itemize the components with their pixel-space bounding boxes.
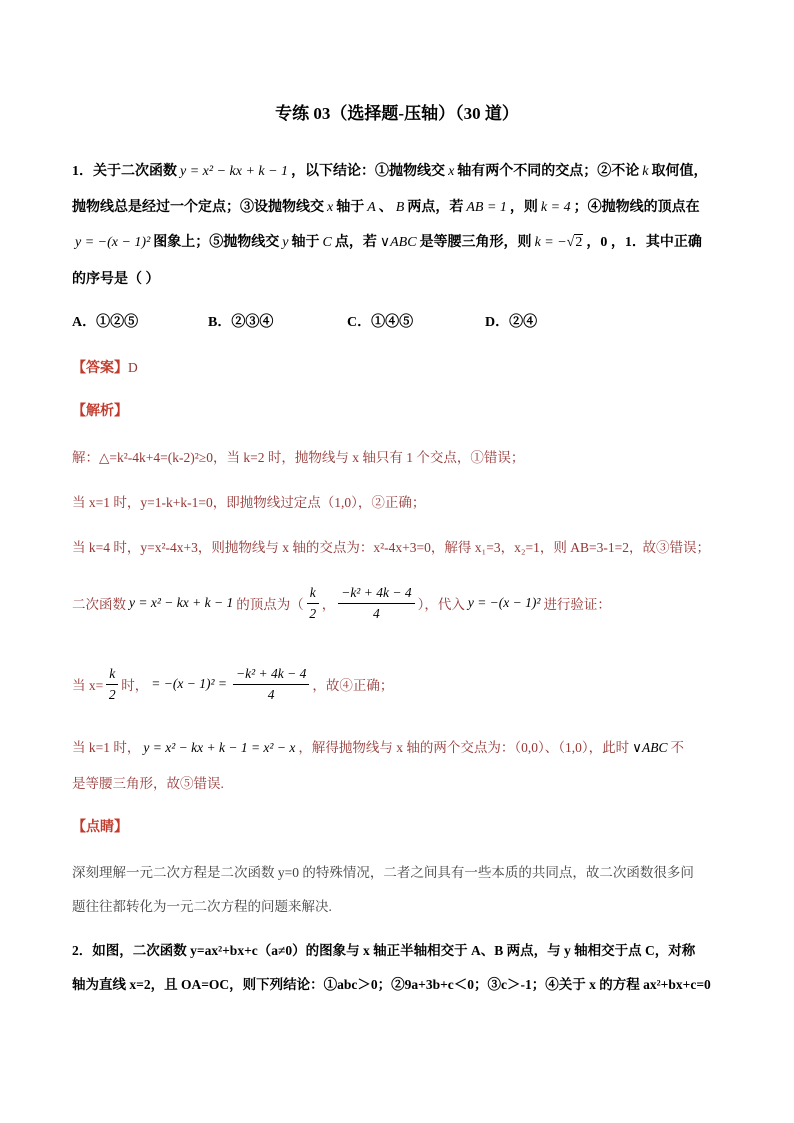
math-expression: y = −(x − 1)² bbox=[467, 595, 541, 610]
math-variable: k bbox=[642, 164, 649, 179]
analysis-text: 时， bbox=[121, 678, 149, 693]
q1-text: 图象上；⑤抛物线交 bbox=[153, 235, 280, 250]
analysis-step-4 bbox=[72, 581, 611, 625]
math-expression: = −(x − 1)² = bbox=[151, 676, 227, 691]
math-variable: C bbox=[322, 235, 332, 250]
q1-text: 两点，若 bbox=[407, 200, 464, 215]
option-a: A．①②⑤ bbox=[72, 315, 139, 330]
fraction-denominator: 2 bbox=[108, 686, 116, 702]
q1-text: 是等腰三角形，则 bbox=[419, 235, 532, 250]
fraction bbox=[106, 665, 118, 704]
q2-line-2 bbox=[72, 974, 711, 996]
q1-options bbox=[72, 312, 537, 334]
fraction-numerator: k bbox=[307, 584, 319, 604]
fraction bbox=[233, 665, 309, 704]
math-expression: k = 4 bbox=[540, 200, 571, 215]
analysis-step-2 bbox=[72, 492, 425, 514]
analysis-text: 当 x=1 时，y=1-k+k-1=0，即抛物线过定点（1,0），②正确； bbox=[72, 495, 426, 510]
analysis-text: 二次函数 bbox=[72, 597, 126, 612]
math-variable: x bbox=[448, 164, 455, 179]
math-triangle: ∨ABC bbox=[632, 740, 668, 755]
analysis-text: 解：△=k²-4k+4=(k-2)²≥0，当 k=2 时，抛物线与 x 轴只有 1 个交点，①错误； bbox=[72, 450, 525, 465]
math-function: y = x² − kx + k − 1 bbox=[129, 595, 234, 610]
q1-line-1 bbox=[72, 161, 708, 183]
fraction bbox=[307, 584, 319, 623]
analysis-step-6 bbox=[72, 737, 684, 759]
q1-text: 抛物线总是经过一个定点；③设抛物线交 bbox=[72, 200, 324, 215]
q1-text: 、 bbox=[378, 200, 393, 215]
answer-label: 【答案】 bbox=[72, 361, 128, 376]
note-text: 题往往都转化为一元二次方程的问题来解决. bbox=[72, 899, 332, 914]
note-label: 【点睛】 bbox=[72, 820, 128, 835]
math-function: y = x² − kx + k − 1 bbox=[180, 164, 289, 179]
math-expression: y = x² − kx + k − 1 = x² − x bbox=[143, 740, 296, 755]
q1-text: ，以下结论：①抛物线交 bbox=[291, 164, 446, 179]
q1-text: 轴于 bbox=[336, 200, 365, 215]
q1-text: ；④抛物线的顶点在 bbox=[573, 200, 700, 215]
analysis-label: 【解析】 bbox=[72, 404, 128, 419]
fraction-denominator: 4 bbox=[373, 605, 380, 621]
analysis-step-5 bbox=[72, 662, 393, 706]
q2-text: 2．如图，二次函数 y=ax²+bx+c（a≠0）的图象与 x 轴正半轴相交于 A、B 两点，与 y 轴相交于点 C，对称 bbox=[72, 943, 696, 958]
note-line-1 bbox=[72, 862, 694, 884]
option-b: B．②③④ bbox=[208, 315, 274, 330]
q1-text: 取何值， bbox=[651, 164, 708, 179]
analysis-text: ， bbox=[321, 597, 336, 612]
note-text: 深刻理解一元二次方程是二次函数 y=0 的特殊情况，二者之间具有一些本质的共同点，故二次函数很多问 bbox=[72, 865, 694, 880]
math-variable: B bbox=[395, 200, 405, 215]
analysis-text: 当 x= bbox=[72, 678, 104, 693]
q1-line-3 bbox=[72, 232, 702, 254]
analysis-text: 进行验证： bbox=[543, 597, 611, 612]
q1-text: 点，若 bbox=[334, 235, 377, 250]
sqrt-radicand: 2 bbox=[575, 235, 583, 250]
math-variable: A bbox=[367, 200, 376, 215]
analysis-text: 当 k=4 时，y=x²-4x+3，则抛物线与 x 轴的交点为：x²-4x+3=0，解得 x₁=3，x₂=1，则 AB=3-1=2，故③错误； bbox=[72, 540, 711, 555]
q1-text: ，则 bbox=[509, 200, 538, 215]
fraction-numerator: −k² + 4k − 4 bbox=[338, 584, 414, 604]
analysis-step-1 bbox=[72, 447, 524, 469]
note-line-2 bbox=[72, 896, 332, 918]
q2-line-1 bbox=[72, 940, 695, 962]
math-variable: y bbox=[282, 235, 289, 250]
q2-text: 轴为直线 x=2，且 OA=OC，则下列结论：①abc＞0；②9a+3b+c＜0；③c＞-1；④关于 x 的方程 ax²+bx+c=0 bbox=[72, 977, 711, 992]
math-expression: AB = 1 bbox=[466, 200, 507, 215]
q1-line-2 bbox=[72, 197, 700, 219]
analysis-step-7 bbox=[72, 773, 224, 795]
q1-text: 的序号是（ ） bbox=[72, 272, 160, 287]
fraction-numerator: −k² + 4k − 4 bbox=[233, 665, 309, 685]
q1-text: 轴有两个不同的交点；②不论 bbox=[457, 164, 640, 179]
math-expression: k = − bbox=[534, 235, 567, 250]
analysis-text: ，解得抛物线与 x 轴的两个交点为：（0,0）、（1,0），此时 bbox=[298, 740, 630, 755]
fraction-numerator: k bbox=[106, 665, 118, 685]
answer-line bbox=[72, 357, 138, 380]
analysis-text: 不 bbox=[670, 740, 684, 755]
note-heading bbox=[72, 817, 128, 839]
math-triangle: ∨ABC bbox=[379, 235, 417, 250]
analysis-text: ），代入 bbox=[417, 597, 465, 612]
analysis-text: ，故④正确； bbox=[312, 678, 394, 693]
page-title: 专练 03（选择题-压轴）（30 道） bbox=[275, 104, 519, 123]
option-c: C．①④⑤ bbox=[347, 315, 414, 330]
fraction-denominator: 2 bbox=[309, 605, 317, 621]
analysis-text: 当 k=1 时， bbox=[72, 740, 141, 755]
fraction bbox=[338, 584, 414, 623]
math-expression: y = −(x − 1)² bbox=[75, 235, 151, 250]
analysis-heading bbox=[72, 401, 128, 423]
q1-text: ，0 ，1．其中正确 bbox=[586, 235, 702, 250]
analysis-text: 的顶点为（ bbox=[236, 597, 304, 612]
q1-line-4 bbox=[72, 269, 160, 291]
q1-text: 轴于 bbox=[291, 235, 320, 250]
answer-value: D bbox=[128, 360, 138, 375]
fraction-denominator: 4 bbox=[267, 686, 275, 702]
sqrt-sign: √ bbox=[566, 235, 575, 250]
analysis-step-3 bbox=[72, 537, 710, 559]
math-variable: x bbox=[327, 200, 334, 215]
q1-text: 1．关于二次函数 bbox=[72, 164, 177, 179]
analysis-text: 是等腰三角形，故⑤错误. bbox=[72, 776, 224, 791]
option-d: D．②④ bbox=[485, 315, 538, 330]
